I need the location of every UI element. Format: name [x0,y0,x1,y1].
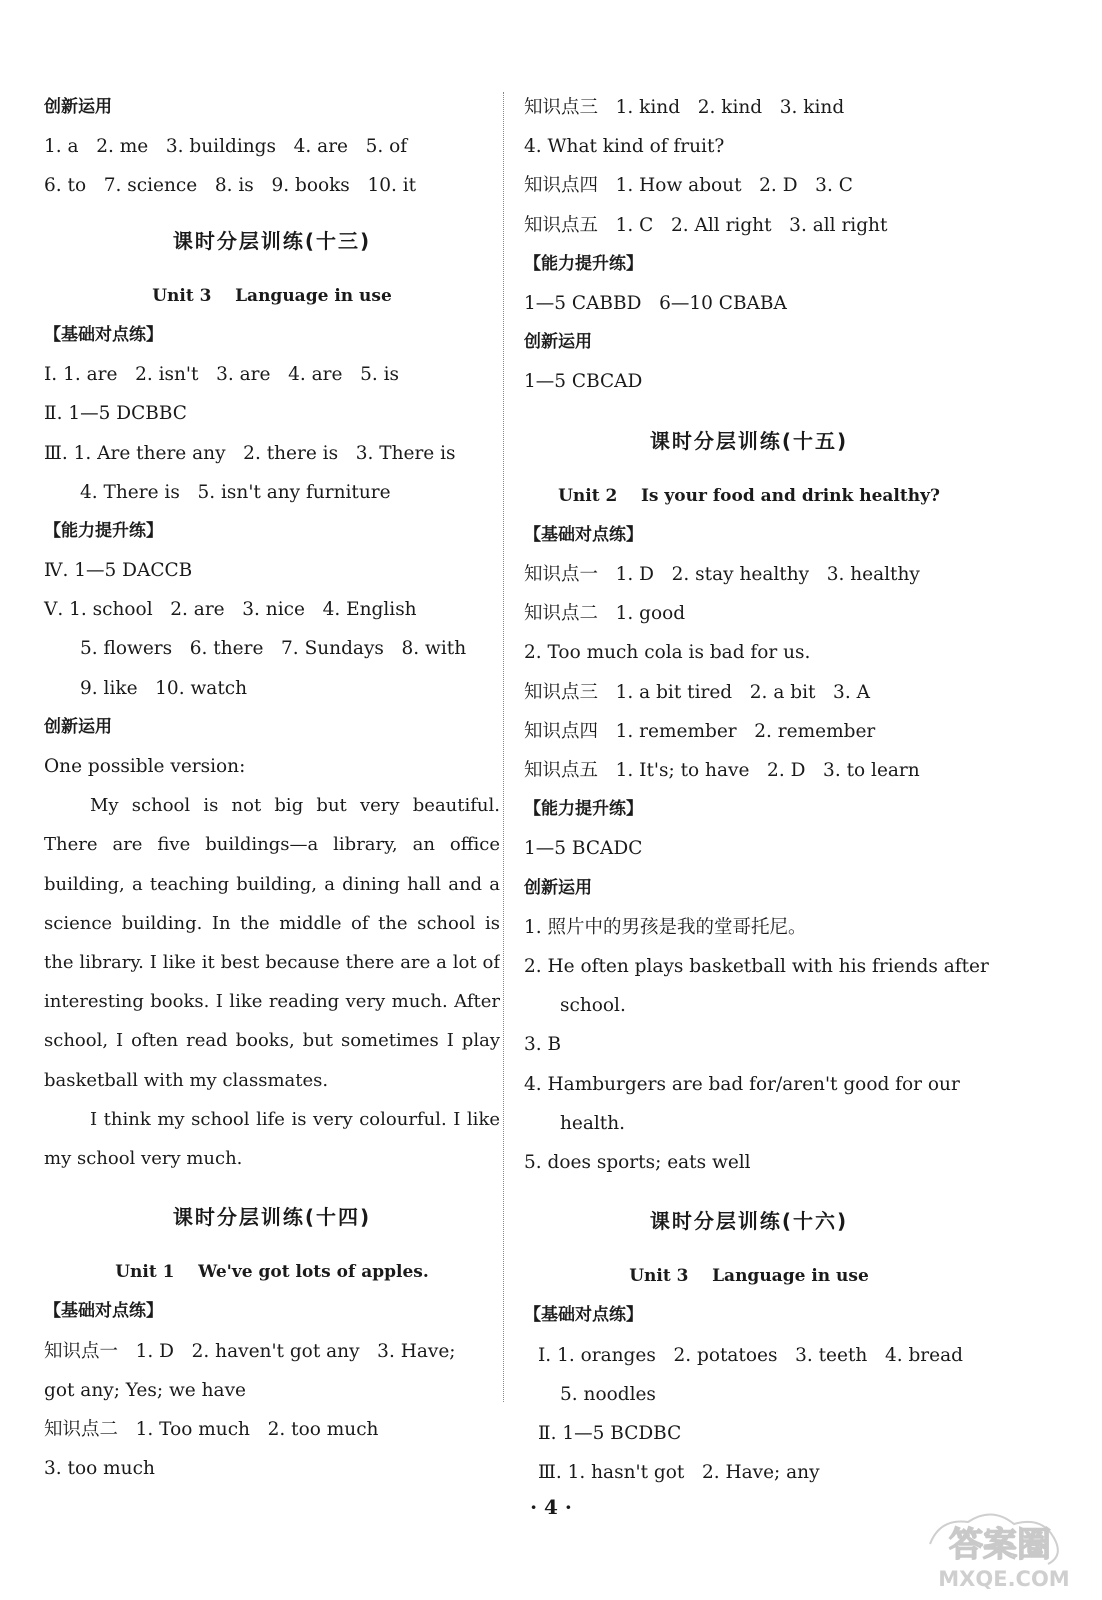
section-heading: 【基础对点练】 [524,1305,643,1326]
section-heading: 【能力提升练】 [524,253,643,274]
section-heading: 【基础对点练】 [524,524,643,545]
lesson-title: 课时分层训练(十五) [649,428,849,453]
page-number: · 4 · [530,1495,572,1519]
essay-line: My school is not big but very beautiful. [90,795,500,817]
answer-line: 知识点二 1. good [524,603,686,625]
section-heading: 创新运用 [44,97,112,117]
answer-line: 4. There is 5. isn't any furniture [80,481,391,503]
section-heading: 【能力提升练】 [524,799,643,820]
answer-line: 知识点四 1. remember 2. remember [524,720,876,742]
left-column [44,88,500,1488]
answer-line: 4. What kind of fruit? [524,136,725,158]
answer-line: 3. B [524,1034,562,1056]
answer-line: Ⅴ. 1. school 2. are 3. nice 4. English [44,599,417,621]
lesson-title: 课时分层训练(十三) [172,228,372,253]
essay-line: interesting books. I like reading very much. After [44,991,500,1013]
answer-line: 5. does sports; eats well [524,1151,751,1173]
section-heading: 【基础对点练】 [44,324,163,345]
answer-line: 知识点四 1. How about 2. D 3. C [524,175,853,197]
answer-line: 5. flowers 6. there 7. Sundays 8. with [80,638,467,660]
answer-line: 1—5 CABBD 6—10 CBABA [524,292,787,314]
lesson-title: 课时分层训练(十六) [649,1209,849,1234]
essay-line: building, a teaching building, a dining hall and a [44,873,500,895]
column-divider [503,92,504,1402]
answer-line: 9. like 10. watch [80,677,248,699]
essay-line: There are five buildings—a library, an office [44,834,500,856]
answer-line: 知识点二 1. Too much 2. too much [44,1419,379,1440]
answer-line: 知识点五 1. C 2. All right 3. all right [524,214,888,236]
answer-line: 4. Hamburgers are bad for/aren't good for our [524,1073,960,1095]
answer-line: 知识点一 1. D 2. stay healthy 3. healthy [524,564,920,586]
watermark-text: 答案圈 [949,1525,1051,1565]
right-column [524,88,989,1492]
answer-line: got any; Yes; we have [44,1379,246,1401]
essay-line: the library. I like it best because there are a lot of [44,951,500,973]
answer-line: 2. He often plays basketball with his friends after [524,955,989,977]
answer-line: 3. too much [44,1458,155,1480]
answer-line: 知识点一 1. D 2. haven't got any 3. Have; [44,1340,456,1362]
answer-line: 知识点三 1. kind 2. kind 3. kind [524,97,845,118]
section-heading: 创新运用 [524,332,592,353]
answer-line: Ⅲ. 1. hasn't got 2. Have; any [538,1462,820,1484]
answer-line: 1. 照片中的男孩是我的堂哥托尼。 [524,916,807,938]
answer-line: 知识点五 1. It's; to have 2. D 3. to learn [524,760,920,781]
answer-line: 1—5 CBCAD [524,371,643,393]
essay-line: my school very much. [44,1147,243,1169]
answer-line: Ⅲ. 1. Are there any 2. there is 3. There is [44,442,456,464]
section-heading: 创新运用 [44,716,112,737]
answer-line: health. [560,1112,626,1134]
unit-title: Unit 3 Language in use [629,1266,869,1287]
answer-line: Ⅰ. 1. oranges 2. potatoes 3. teeth 4. bread [538,1344,963,1366]
answer-line: school. [560,995,626,1017]
answer-line: 1. a 2. me 3. buildings 4. are 5. of [44,136,408,158]
answer-line: Ⅳ. 1—5 DACCB [44,560,193,582]
unit-title: Unit 1 We've got lots of apples. [115,1262,429,1283]
watermark-logo [912,1500,1092,1594]
watermark-url: MXQE.COM [938,1567,1070,1591]
answer-line: Ⅰ. 1. are 2. isn't 3. are 4. are 5. is [44,364,400,386]
essay-line: science building. In the middle of the school is [44,912,500,934]
answer-line: 知识点三 1. a bit tired 2. a bit 3. A [524,681,870,703]
section-heading: 【基础对点练】 [44,1301,163,1322]
answer-line: Ⅱ. 1—5 BCDBC [538,1423,682,1444]
unit-title: Unit 3 Language in use [152,285,392,306]
essay-line: basketball with my classmates. [44,1069,329,1091]
answer-line: 5. noodles [560,1383,656,1405]
section-heading: 【能力提升练】 [44,520,163,541]
lesson-title: 课时分层训练(十四) [172,1205,372,1230]
answer-line: 1—5 BCADC [524,838,643,860]
answer-line: 2. Too much cola is bad for us. [524,642,811,664]
essay-line: I think my school life is very colourful. I like [90,1108,500,1130]
answer-line: Ⅱ. 1—5 DCBBC [44,403,187,425]
answer-line: 6. to 7. science 8. is 9. books 10. it [44,175,417,197]
unit-title: Unit 2 Is your food and drink healthy? [558,485,940,506]
essay-line: school, I often read books, but sometimes I play [44,1030,500,1052]
essay-label: One possible version: [44,756,246,777]
section-heading: 创新运用 [524,877,592,898]
